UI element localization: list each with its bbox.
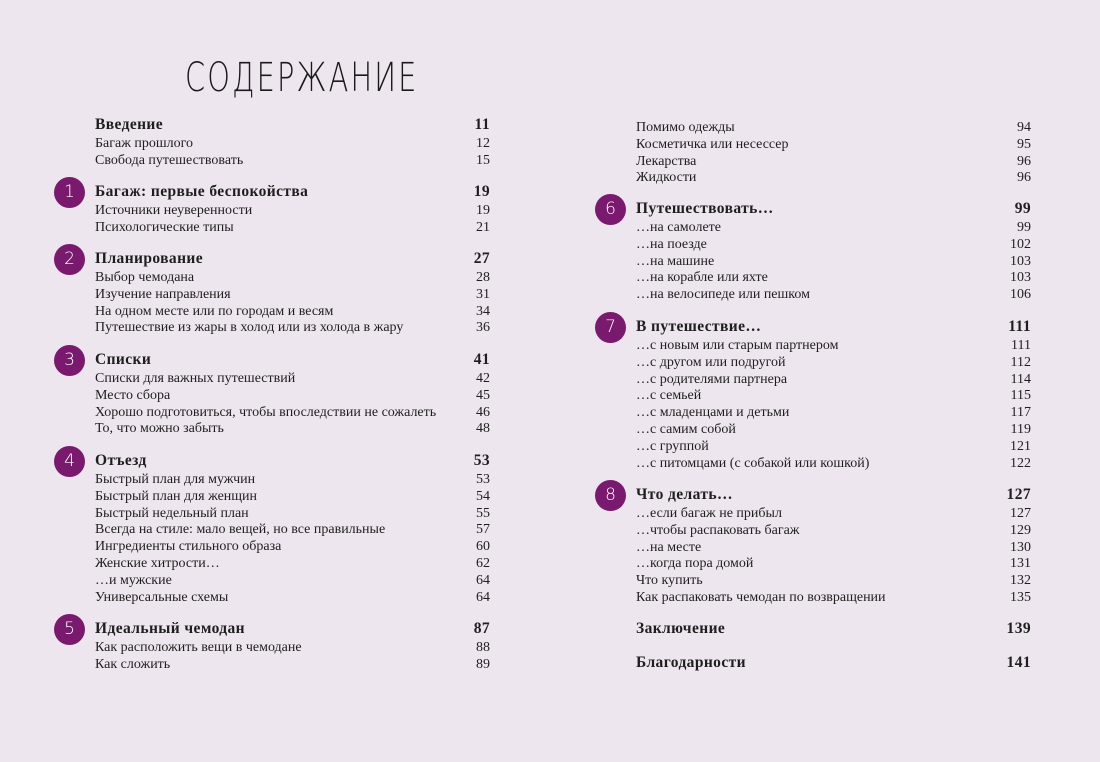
toc-entry-page: 130 (1010, 539, 1031, 555)
toc-entry-title: Выбор чемодана (95, 270, 195, 285)
toc-entry[interactable] (636, 388, 1031, 405)
toc-entry-page: 64 (476, 572, 490, 588)
toc-entry[interactable] (636, 120, 1031, 137)
toc-entry-page: 21 (476, 219, 490, 235)
toc-entry[interactable] (636, 137, 1031, 154)
toc-entry-page: 28 (476, 270, 490, 285)
toc-section-chapter-4 (64, 451, 490, 606)
toc-heading-intro[interactable] (95, 115, 490, 135)
toc-entry-page: 103 (1010, 253, 1031, 269)
toc-entry-page: 62 (476, 555, 490, 571)
toc-entry-title: …на самолете (636, 220, 722, 235)
chapter-number-badge: 3 (54, 345, 85, 376)
toc-entry-page: 114 (1010, 371, 1031, 387)
toc-entry-title: Как распаковать чемодан по возвращении (636, 589, 886, 605)
toc-entry[interactable] (95, 506, 490, 523)
toc-entry[interactable] (95, 136, 490, 153)
toc-entry-title: Источники неуверенности (95, 203, 253, 218)
toc-heading-page: 111 (1008, 318, 1031, 335)
toc-entry-page: 46 (476, 404, 490, 420)
toc-section-chapter-3 (64, 350, 490, 438)
toc-entry-page: 36 (476, 320, 490, 336)
toc-heading-page: 141 (1006, 654, 1031, 671)
toc-entry[interactable] (636, 506, 1031, 523)
toc-entry[interactable] (636, 338, 1031, 355)
toc-heading-title: Багаж: первые беспокойства (95, 183, 309, 200)
toc-entry-page: 12 (476, 136, 490, 151)
toc-entry-title: Быстрый недельный план (95, 505, 249, 521)
toc-heading-page: 53 (473, 452, 490, 469)
toc-entry-title: …чтобы распаковать багаж (636, 522, 800, 538)
toc-entry-title: То, что можно забыть (95, 421, 224, 437)
toc-entry[interactable] (95, 522, 490, 539)
toc-entry[interactable] (636, 456, 1031, 473)
toc-section-acknowledgements (636, 653, 1031, 674)
toc-entry-title: …с питомцами (с собакой или кошкой) (636, 455, 870, 471)
toc-entry-page: 96 (1017, 170, 1031, 186)
toc-entry-page: 111 (1011, 338, 1031, 353)
toc-entry[interactable] (636, 287, 1031, 304)
toc-entry-title: Как расположить вещи в чемодане (95, 640, 302, 655)
toc-entry-title: …с группой (636, 438, 709, 454)
toc-entry[interactable] (636, 405, 1031, 422)
toc-entry-page: 99 (1017, 220, 1031, 235)
toc-entry-page: 121 (1010, 438, 1031, 454)
toc-entry-title: …с семьей (636, 388, 702, 404)
chapter-number-badge: 2 (54, 244, 85, 275)
toc-entry[interactable] (95, 270, 490, 287)
toc-entry-title: Изучение направления (95, 286, 231, 302)
chapter-number-badge: 4 (54, 446, 85, 477)
toc-entry[interactable] (636, 237, 1031, 254)
toc-entry-page: 103 (1010, 270, 1031, 286)
chapter-number-badge: 6 (595, 194, 626, 225)
toc-entry[interactable] (95, 405, 490, 422)
toc-entry-title: Как сложить (95, 656, 171, 672)
toc-entry[interactable] (95, 472, 490, 489)
chapter-number-badge: 5 (54, 614, 85, 645)
toc-entry-page: 55 (476, 505, 490, 521)
toc-entry[interactable] (636, 556, 1031, 573)
chapter-number-badge: 1 (54, 177, 85, 208)
toc-entry[interactable] (95, 556, 490, 573)
toc-section-chapter-6 (605, 199, 1031, 304)
page-title: СОДЕРЖАНИЕ (185, 55, 419, 101)
toc-heading-title: Списки (95, 351, 152, 368)
toc-section-chapter-8 (605, 485, 1031, 607)
toc-entry-page: 131 (1010, 556, 1031, 572)
toc-entry[interactable] (95, 640, 490, 657)
toc-heading-title: Заключение (636, 620, 726, 637)
toc-heading-title: Введение (95, 116, 164, 133)
toc-entry-page: 19 (476, 203, 490, 218)
toc-heading-page: 99 (1014, 200, 1031, 217)
toc-entry-title: …на корабле или яхте (636, 270, 768, 286)
toc-entry-page: 89 (476, 656, 490, 672)
toc-heading-title: Отъезд (95, 452, 147, 469)
toc-entry[interactable] (636, 355, 1031, 372)
toc-entry-title: Багаж прошлого (95, 136, 194, 151)
toc-entry-page: 48 (476, 421, 490, 437)
toc-entry-page: 122 (1010, 455, 1031, 471)
toc-heading-title: Что делать… (636, 486, 733, 503)
toc-entry-title: Лекарства (636, 153, 697, 169)
toc-heading-chapter-6[interactable] (636, 199, 1031, 219)
toc-entry-title: Жидкости (636, 170, 697, 186)
toc-entry[interactable] (95, 153, 490, 170)
toc-heading-chapter-3[interactable] (95, 350, 490, 370)
toc-heading-page: 27 (473, 250, 490, 267)
toc-entry-title: На одном месте или по городам и весям (95, 303, 334, 319)
toc-entry[interactable] (636, 523, 1031, 540)
toc-entry-page: 129 (1010, 522, 1031, 538)
toc-entry-title: …на месте (636, 539, 702, 555)
toc-entry-title: Всегда на стиле: мало вещей, но все правильные (95, 522, 386, 538)
toc-heading-chapter-5[interactable] (95, 619, 490, 639)
toc-entry-page: 95 (1017, 136, 1031, 152)
toc-heading-page: 139 (1006, 620, 1031, 637)
toc-entry[interactable] (636, 220, 1031, 237)
toc-entry-title: Что купить (636, 573, 703, 589)
chapter-number-badge: 8 (595, 480, 626, 511)
toc-entry-title: Свобода путешествовать (95, 152, 244, 168)
toc-heading-page: 87 (473, 620, 490, 637)
toc-entry[interactable] (636, 573, 1031, 590)
toc-section-chapter-1 (64, 182, 490, 237)
toc-entry[interactable] (95, 539, 490, 556)
toc-entry[interactable] (95, 489, 490, 506)
toc-heading-chapter-1[interactable] (95, 182, 490, 202)
toc-section-chapter-2 (64, 249, 490, 337)
toc-entry-page: 42 (476, 371, 490, 386)
toc-heading-chapter-2[interactable] (95, 249, 490, 269)
toc-entry-title: Путешествие из жары в холод или из холода в жару (95, 320, 404, 336)
toc-entry-page: 117 (1010, 405, 1031, 421)
toc-entry-title: Женские хитрости… (95, 555, 220, 571)
toc-heading-page: 127 (1006, 486, 1031, 503)
toc-entry[interactable] (636, 422, 1031, 439)
toc-entry[interactable] (636, 540, 1031, 557)
toc-entry-page: 106 (1010, 287, 1031, 303)
toc-section-chapter-5-continued (636, 120, 1031, 187)
toc-entry-title: Списки для важных путешествий (95, 371, 296, 386)
toc-entry[interactable] (636, 254, 1031, 271)
toc-entry[interactable] (95, 657, 490, 674)
toc-entry[interactable] (95, 320, 490, 337)
toc-entry[interactable] (95, 371, 490, 388)
toc-entry[interactable] (636, 270, 1031, 287)
chapter-number-badge: 7 (595, 312, 626, 343)
toc-entry[interactable] (636, 372, 1031, 389)
toc-heading-page: 11 (474, 116, 490, 133)
toc-entry-title: Быстрый план для женщин (95, 488, 258, 504)
toc-entry[interactable] (95, 203, 490, 220)
toc-entry[interactable] (636, 590, 1031, 607)
toc-entry-page: 88 (476, 640, 490, 655)
toc-entry-title: Ингредиенты стильного образа (95, 539, 282, 555)
toc-entry[interactable] (636, 154, 1031, 171)
toc-heading-title: Путешествовать… (636, 200, 774, 217)
toc-entry-title: Психологические типы (95, 219, 234, 235)
toc-entry-title: Место сбора (95, 387, 171, 403)
toc-heading-page: 19 (473, 183, 490, 200)
toc-entry[interactable] (95, 388, 490, 405)
toc-entry[interactable] (95, 421, 490, 438)
toc-entry[interactable] (636, 439, 1031, 456)
toc-entry-title: …на поезде (636, 236, 707, 252)
toc-entry-title: …и мужские (95, 572, 172, 588)
toc-entry-page: 135 (1010, 589, 1031, 605)
toc-section-chapter-7 (605, 317, 1031, 472)
toc-entry-page: 127 (1010, 506, 1031, 521)
toc-entry[interactable] (95, 573, 490, 590)
toc-entry-title: …когда пора домой (636, 556, 754, 572)
toc-heading-title: В путешествие… (636, 318, 762, 335)
toc-entry-page: 54 (476, 488, 490, 504)
toc-section-intro (95, 115, 490, 170)
toc-entry[interactable] (95, 220, 490, 237)
toc-heading-title: Благодарности (636, 654, 746, 671)
toc-entry-title: …с младенцами и детьми (636, 405, 790, 421)
toc-entry-title: Косметичка или несессер (636, 136, 789, 152)
toc-entry-page: 15 (476, 152, 490, 168)
toc-entry-page: 45 (476, 387, 490, 403)
toc-entry-page: 31 (476, 286, 490, 302)
toc-entry-title: …на велосипеде или пешком (636, 287, 810, 303)
toc-entry-title: …с самим собой (636, 421, 736, 437)
toc-entry-title: …если багаж не прибыл (636, 506, 782, 521)
toc-entry-page: 96 (1017, 153, 1031, 169)
toc-entry[interactable] (95, 304, 490, 321)
toc-section-chapter-5 (64, 619, 490, 674)
toc-heading-acknowledgements[interactable] (636, 653, 1031, 673)
toc-entry-title: …с другом или подругой (636, 354, 786, 370)
toc-entry-page: 119 (1010, 421, 1031, 437)
toc-entry-page: 94 (1017, 120, 1031, 135)
toc-heading-title: Идеальный чемодан (95, 620, 245, 637)
toc-heading-page: 41 (473, 351, 490, 368)
toc-heading-chapter-7[interactable] (636, 317, 1031, 337)
toc-entry-page: 57 (476, 522, 490, 538)
toc-entry-title: Помимо одежды (636, 120, 735, 135)
toc-heading-chapter-8[interactable] (636, 485, 1031, 505)
toc-entry-page: 60 (476, 539, 490, 555)
toc-entry-title: …с новым или старым партнером (636, 338, 839, 353)
toc-entry-title: …на машине (636, 253, 715, 269)
toc-entry-title: …с родителями партнера (636, 371, 788, 387)
toc-heading-chapter-4[interactable] (95, 451, 490, 471)
toc-heading-title: Планирование (95, 250, 204, 267)
toc-entry-page: 132 (1010, 573, 1031, 589)
toc-entry-page: 64 (476, 589, 490, 605)
toc-entry[interactable] (95, 287, 490, 304)
toc-entry-page: 115 (1010, 388, 1031, 404)
toc-section-conclusion (636, 619, 1031, 640)
toc-entry[interactable] (95, 590, 490, 607)
toc-entry-page: 102 (1010, 236, 1031, 252)
toc-entry-title: Универсальные схемы (95, 589, 229, 605)
toc-heading-conclusion[interactable] (636, 619, 1031, 639)
toc-entry-title: Быстрый план для мужчин (95, 472, 256, 487)
toc-entry-page: 34 (476, 303, 490, 319)
toc-entry-title: Хорошо подготовиться, чтобы впоследствии не сожалеть (95, 404, 437, 420)
toc-entry-page: 112 (1010, 354, 1031, 370)
toc-entry[interactable] (636, 170, 1031, 187)
toc-entry-page: 53 (476, 472, 490, 487)
